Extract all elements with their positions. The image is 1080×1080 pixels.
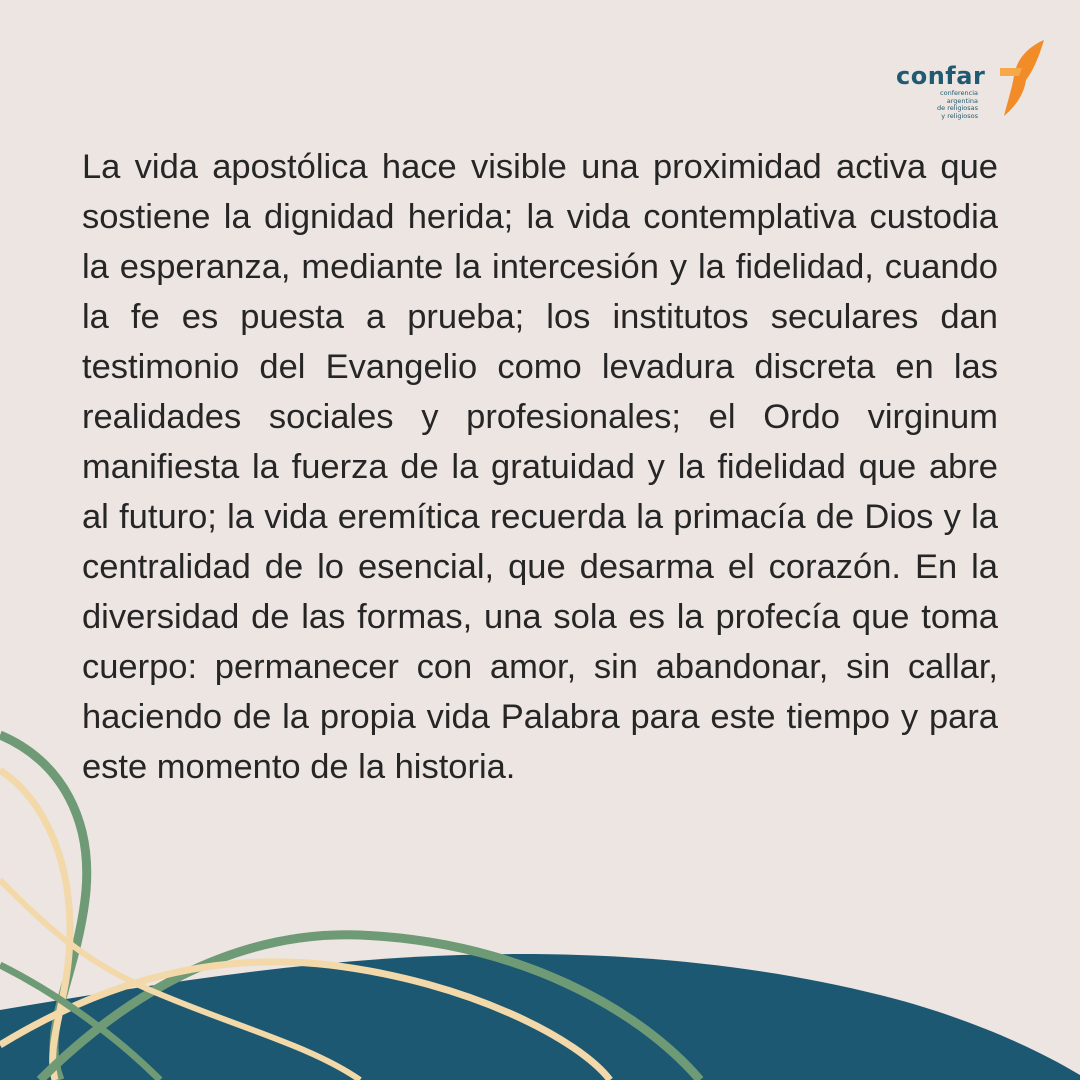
green-strand-1 [0,735,87,1080]
cream-strand-1 [0,770,70,1080]
green-strand-2 [40,935,700,1080]
logo-sub-line: conferencia [940,89,978,97]
logo-wordmark: confar [896,62,986,90]
confar-logo [896,38,1046,126]
green-strand-3 [0,965,160,1080]
logo-sub-line: y religiosos [941,111,978,120]
logo-sub-line: de religiosas [937,104,978,112]
cream-strand-2 [0,962,610,1080]
flame-logo-icon [986,38,1046,126]
body-paragraph: La vida apostólica hace visible una proximidad activa que sostiene la dignidad herida; la vida contemplativa custodia la esperanza, mediante la intercesión y la fidelidad, cuando la fe es puesta a prueba; los institutos seculares dan testimonio del Evangelio como levadura discreta en las realidades sociales y profesionales; el Ordo virginum manifiesta la fuerza de la gratuidad y la fidelidad que abre al futuro; la vida eremítica recuerda la primacía de Dios y la centralidad de lo esencial, que desarma el corazón. En la diversidad de las formas, una sola es la profecía que toma cuerpo: permanecer con amor, sin abandonar, sin callar, haciendo de la propia vida Palabra para este tiempo y para este momento de la historia. [82,148,998,786]
logo-sub-line: argentina [946,96,978,105]
bottom-wave [0,954,1080,1080]
logo-subtitle [896,90,978,120]
cream-strand-3 [0,880,360,1080]
